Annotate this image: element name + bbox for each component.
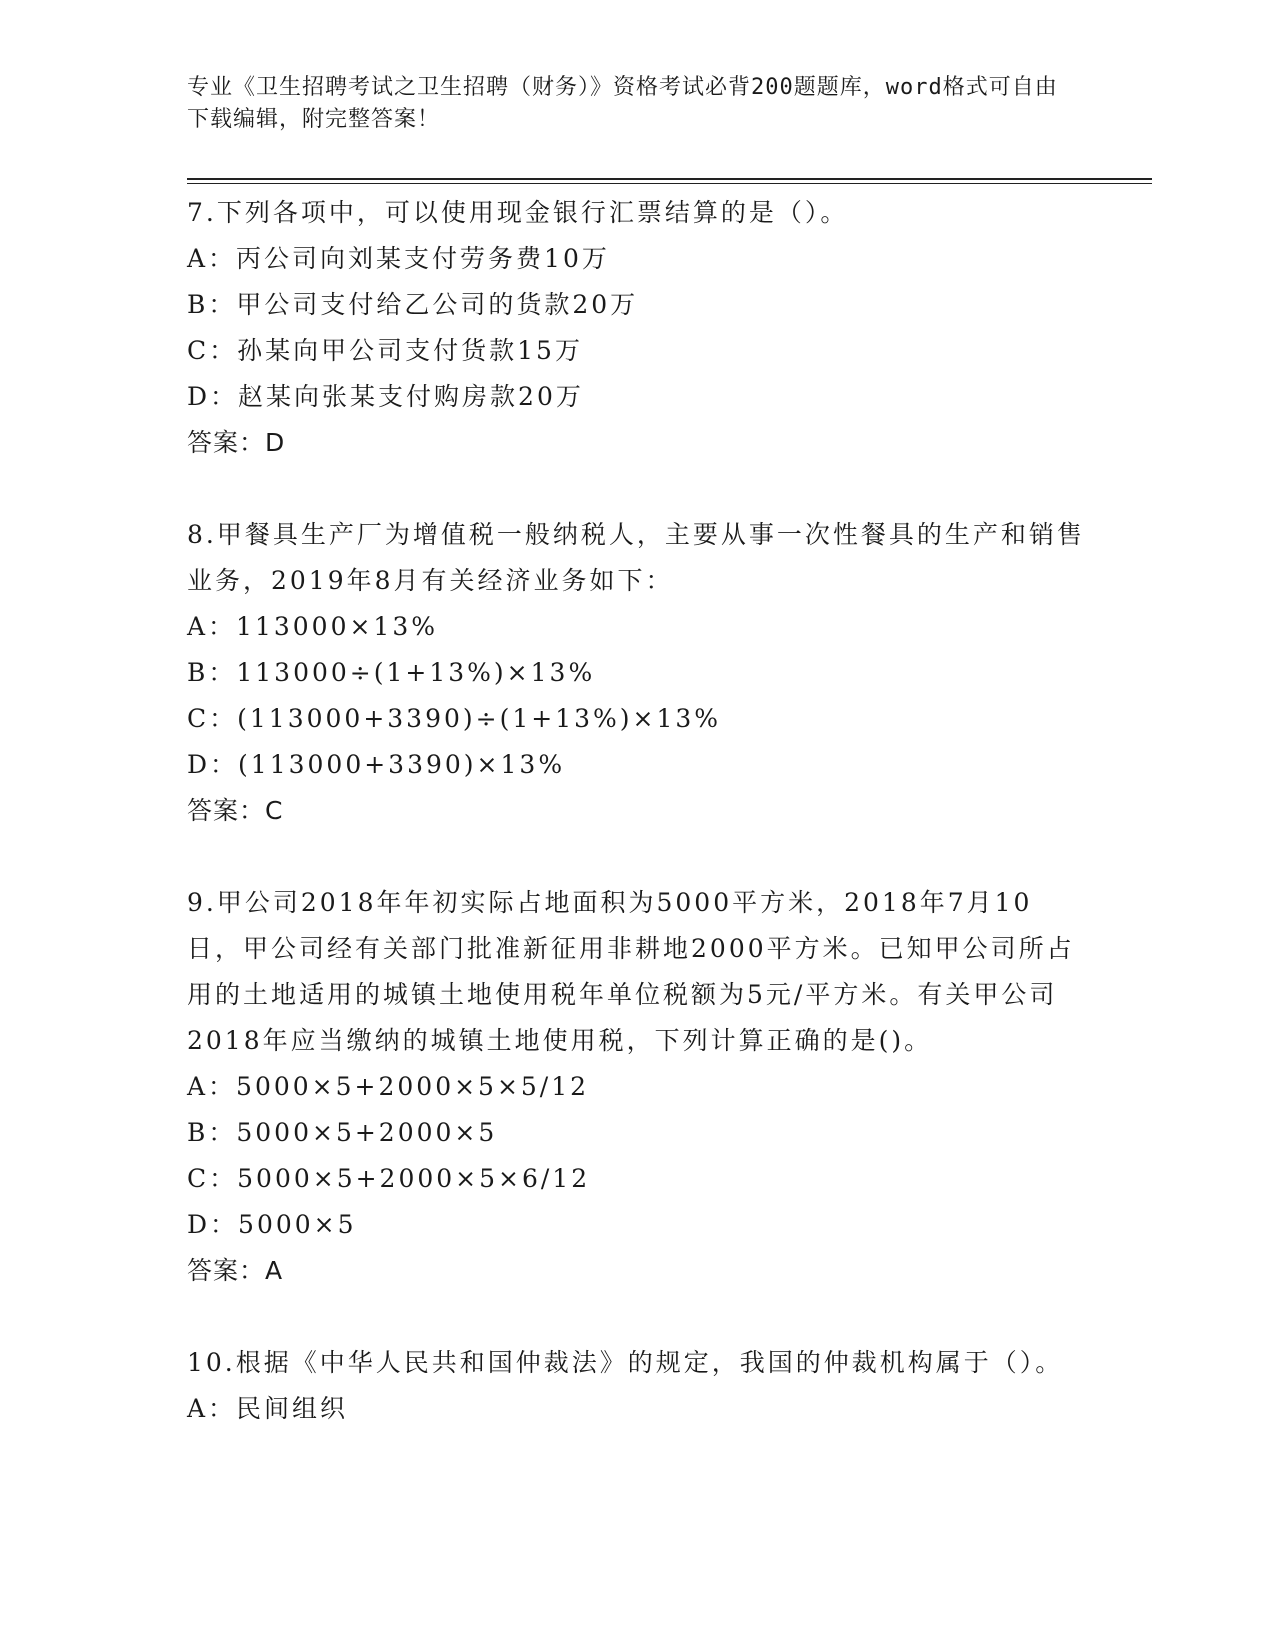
question-9 bbox=[187, 880, 1087, 1294]
header-divider-thin bbox=[187, 183, 1152, 184]
option-d: D：赵某向张某支付购房款20万 bbox=[187, 382, 584, 411]
question-8 bbox=[187, 512, 1087, 834]
question-10 bbox=[187, 1340, 1087, 1432]
option-a: A：民间组织 bbox=[187, 1394, 349, 1423]
option-c: C：5000×5+2000×5×6/12 bbox=[187, 1164, 591, 1193]
question-list bbox=[187, 190, 1087, 1478]
question-stem: 7.下列各项中，可以使用现金银行汇票结算的是（）。 bbox=[187, 198, 849, 227]
option-b: B：5000×5+2000×5 bbox=[187, 1118, 498, 1147]
option-a: A：113000×13% bbox=[187, 612, 439, 641]
option-a: A：丙公司向刘某支付劳务费10万 bbox=[187, 244, 610, 273]
header-divider-thick bbox=[187, 178, 1152, 180]
question-7 bbox=[187, 190, 1087, 466]
option-a: A：5000×5+2000×5×5/12 bbox=[187, 1072, 590, 1101]
option-d: D：(113000+3390)×13% bbox=[187, 750, 566, 779]
answer-line: 答案：A bbox=[187, 1256, 284, 1285]
question-stem: 10.根据《中华人民共和国仲裁法》的规定，我国的仲裁机构属于（）。 bbox=[187, 1348, 1064, 1377]
answer-line: 答案：D bbox=[187, 428, 286, 457]
option-c: C：(113000+3390)÷(1+13%)×13% bbox=[187, 704, 722, 733]
option-c: C：孙某向甲公司支付货款15万 bbox=[187, 336, 583, 365]
header-title: 专业《卫生招聘考试之卫生招聘（财务）》资格考试必背200题题库，word格式可自由下载编辑，附完整答案！ bbox=[187, 75, 1058, 132]
option-b: B：甲公司支付给乙公司的货款20万 bbox=[187, 290, 639, 319]
option-b: B：113000÷(1+13%)×13% bbox=[187, 658, 596, 687]
document-header bbox=[187, 72, 1077, 136]
question-stem: 8.甲餐具生产厂为增值税一般纳税人，主要从事一次性餐具的生产和销售业务，2019年8月有关经济业务如下： bbox=[187, 520, 1085, 595]
answer-line: 答案：C bbox=[187, 796, 284, 825]
option-d: D：5000×5 bbox=[187, 1210, 357, 1239]
question-stem: 9.甲公司2018年年初实际占地面积为5000平方米，2018年7月10日，甲公司经有关部门批准新征用非耕地2000平方米。已知甲公司所占用的土地适用的城镇土地使用税年单位税额为5元/平方米。有关甲公司2018年应当缴纳的城镇土地使用税，下列计算正确的是()。 bbox=[187, 888, 1075, 1055]
